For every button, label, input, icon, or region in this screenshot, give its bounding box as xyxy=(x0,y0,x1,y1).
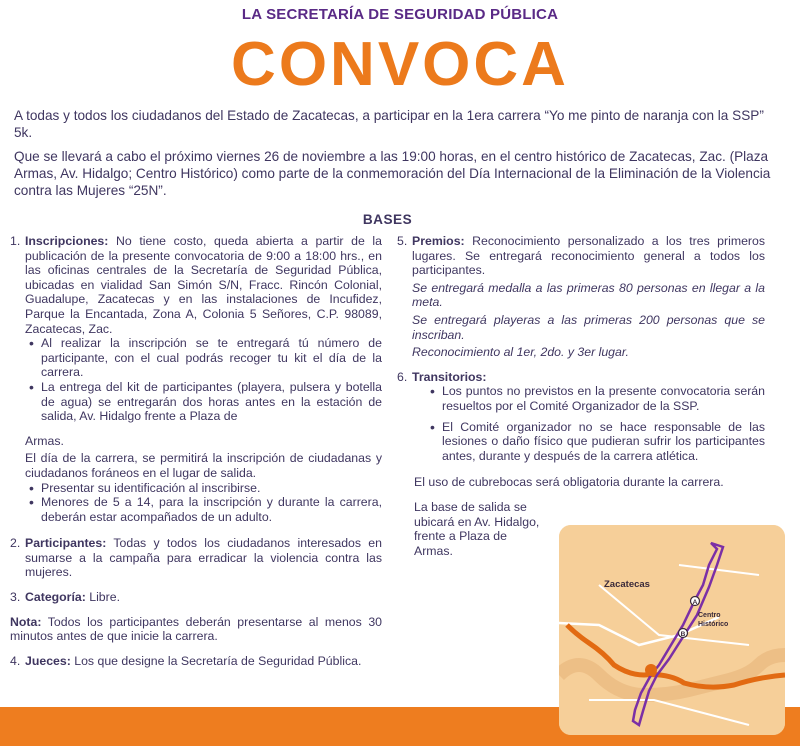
marker-a-label: A xyxy=(692,599,698,606)
map-city-label: Zacatecas xyxy=(604,579,650,590)
section-jueces xyxy=(10,654,382,669)
section-premios xyxy=(397,234,765,360)
map-center-label: Histórico xyxy=(698,621,729,628)
list-item: • La entrega del kit de participantes (playera, pulsera y botella de agua) se entregarán dos horas antes en la estación de salida, Av. Hidalgo frente a Plaza de xyxy=(25,380,382,424)
start-point xyxy=(645,664,657,676)
organization-heading: LA SECRETARÍA DE SEGURIDAD PÚBLICA xyxy=(241,6,559,23)
section-title: Inscripciones: xyxy=(25,234,109,248)
salida-text: La base de salida se ubicará en Av. Hidalgo, frente a Plaza de Armas. xyxy=(414,499,540,558)
section-inscripciones xyxy=(10,234,382,524)
armas-text: Armas. xyxy=(25,433,64,448)
cubrebocas-text: El uso de cubrebocas será obligatoria durante la carrera. xyxy=(414,475,724,490)
race-day-text: El día de la carrera, se permitirá la inscripción de ciudadanas y ciudadanos foráneos en el lugar de salida. xyxy=(25,451,382,480)
right-column xyxy=(397,234,765,558)
map-center-label: Centro xyxy=(698,612,721,619)
section-transitorios xyxy=(397,370,765,464)
intro-paragraph-2: Que se llevará a cabo el próximo viernes 26 de noviembre a las 19:00 horas, en el centro histórico de Zacatecas, Zac. (Plaza Armas, Av. Hidalgo; Centro Histórico) como parte de la conmemoración del Día Internacional de la Eliminación de la Violencia contra las Mujeres “25N”. xyxy=(14,149,771,198)
prize-note: Reconocimiento al 1er, 2do. y 3er lugar. xyxy=(412,345,629,360)
nota-text: Todos los participantes deberán presentarse al menos 30 minutos antes de que inicie la carrera. xyxy=(10,614,382,644)
page-title: CONVOCA xyxy=(231,30,569,99)
section-text: Los que designe la Secretaría de Seguridad Pública. xyxy=(74,653,362,668)
section-title: Premios: xyxy=(412,234,465,248)
nota xyxy=(10,615,382,644)
route-map xyxy=(559,525,785,735)
section-title: Participantes: xyxy=(25,536,107,551)
section-categoria xyxy=(10,590,382,605)
section-number: 3. xyxy=(10,590,21,605)
section-number: 1. xyxy=(10,234,21,248)
section-text: Reconocimiento personalizado a los tres primeros lugares. Se entregará reconocimiento general a todos los participantes. xyxy=(412,234,766,278)
list-item: • El Comité organizador no se hace responsable de las lesiones o daño físico que pudieran sufrir los participantes antes, durante y después de la carrera atlética. xyxy=(426,420,765,464)
section-participantes xyxy=(10,536,382,580)
section-title: Categoría: xyxy=(25,590,86,605)
nota-title: Nota: xyxy=(10,614,42,629)
left-column xyxy=(10,234,382,668)
intro-paragraph-1: A todas y todos los ciudadanos del Estado de Zacatecas, a participar en la 1era carrera “Yo me pinto de naranja con la SSP” 5k. xyxy=(14,108,764,140)
section-title: Transitorios: xyxy=(412,369,487,384)
list-item: • Presentar su identificación al inscribirse. xyxy=(25,481,382,496)
list-item: • Los puntos no previstos en la presente convocatoria serán resueltos por el Comité Organizador de la SSP. xyxy=(426,384,765,413)
section-text: Libre. xyxy=(89,590,120,605)
prize-note: Se entregará medalla a las primeras 80 personas en llegar a la meta. xyxy=(412,280,765,310)
marker-b-label: B xyxy=(680,631,686,638)
section-text: Todas y todos los ciudadanos interesados en sumarse a la campaña para erradicar la violencia contra las mujeres. xyxy=(25,536,382,580)
prize-note: Se entregará playeras a las primeras 200 personas que se inscriban. xyxy=(412,312,765,342)
section-number: 5. xyxy=(397,234,408,248)
section-number: 6. xyxy=(397,369,408,384)
route-map-svg xyxy=(559,525,785,735)
section-text: No tiene costo, queda abierta a partir de la publicación de la presente convocatoria de 9:00 a 18:00 hrs., en las oficinas centrales de la Secretaría de Seguridad Pública, ubicadas en vialidad San Simón S/N, Fracc. Rincón Colonial, Guadalupe, Zacatecas y en las instalaciones de Incufidez, Parque la Encantada, Zona A, Colonia 5 Señores, C.P. 98089, Zacatecas, Zac. xyxy=(25,234,382,336)
section-number: 2. xyxy=(10,536,21,551)
list-item: • Menores de 5 a 14, para la inscripción y durante la carrera, deberán estar acompañados de un adulto. xyxy=(25,495,382,524)
list-item: • Al realizar la inscripción se te entregará tú número de participante, con el cual podrás recoger tu kit el día de la carrera. xyxy=(25,336,382,380)
section-number: 4. xyxy=(10,653,21,668)
bases-heading: BASES xyxy=(362,212,413,227)
section-title: Jueces: xyxy=(25,653,71,668)
